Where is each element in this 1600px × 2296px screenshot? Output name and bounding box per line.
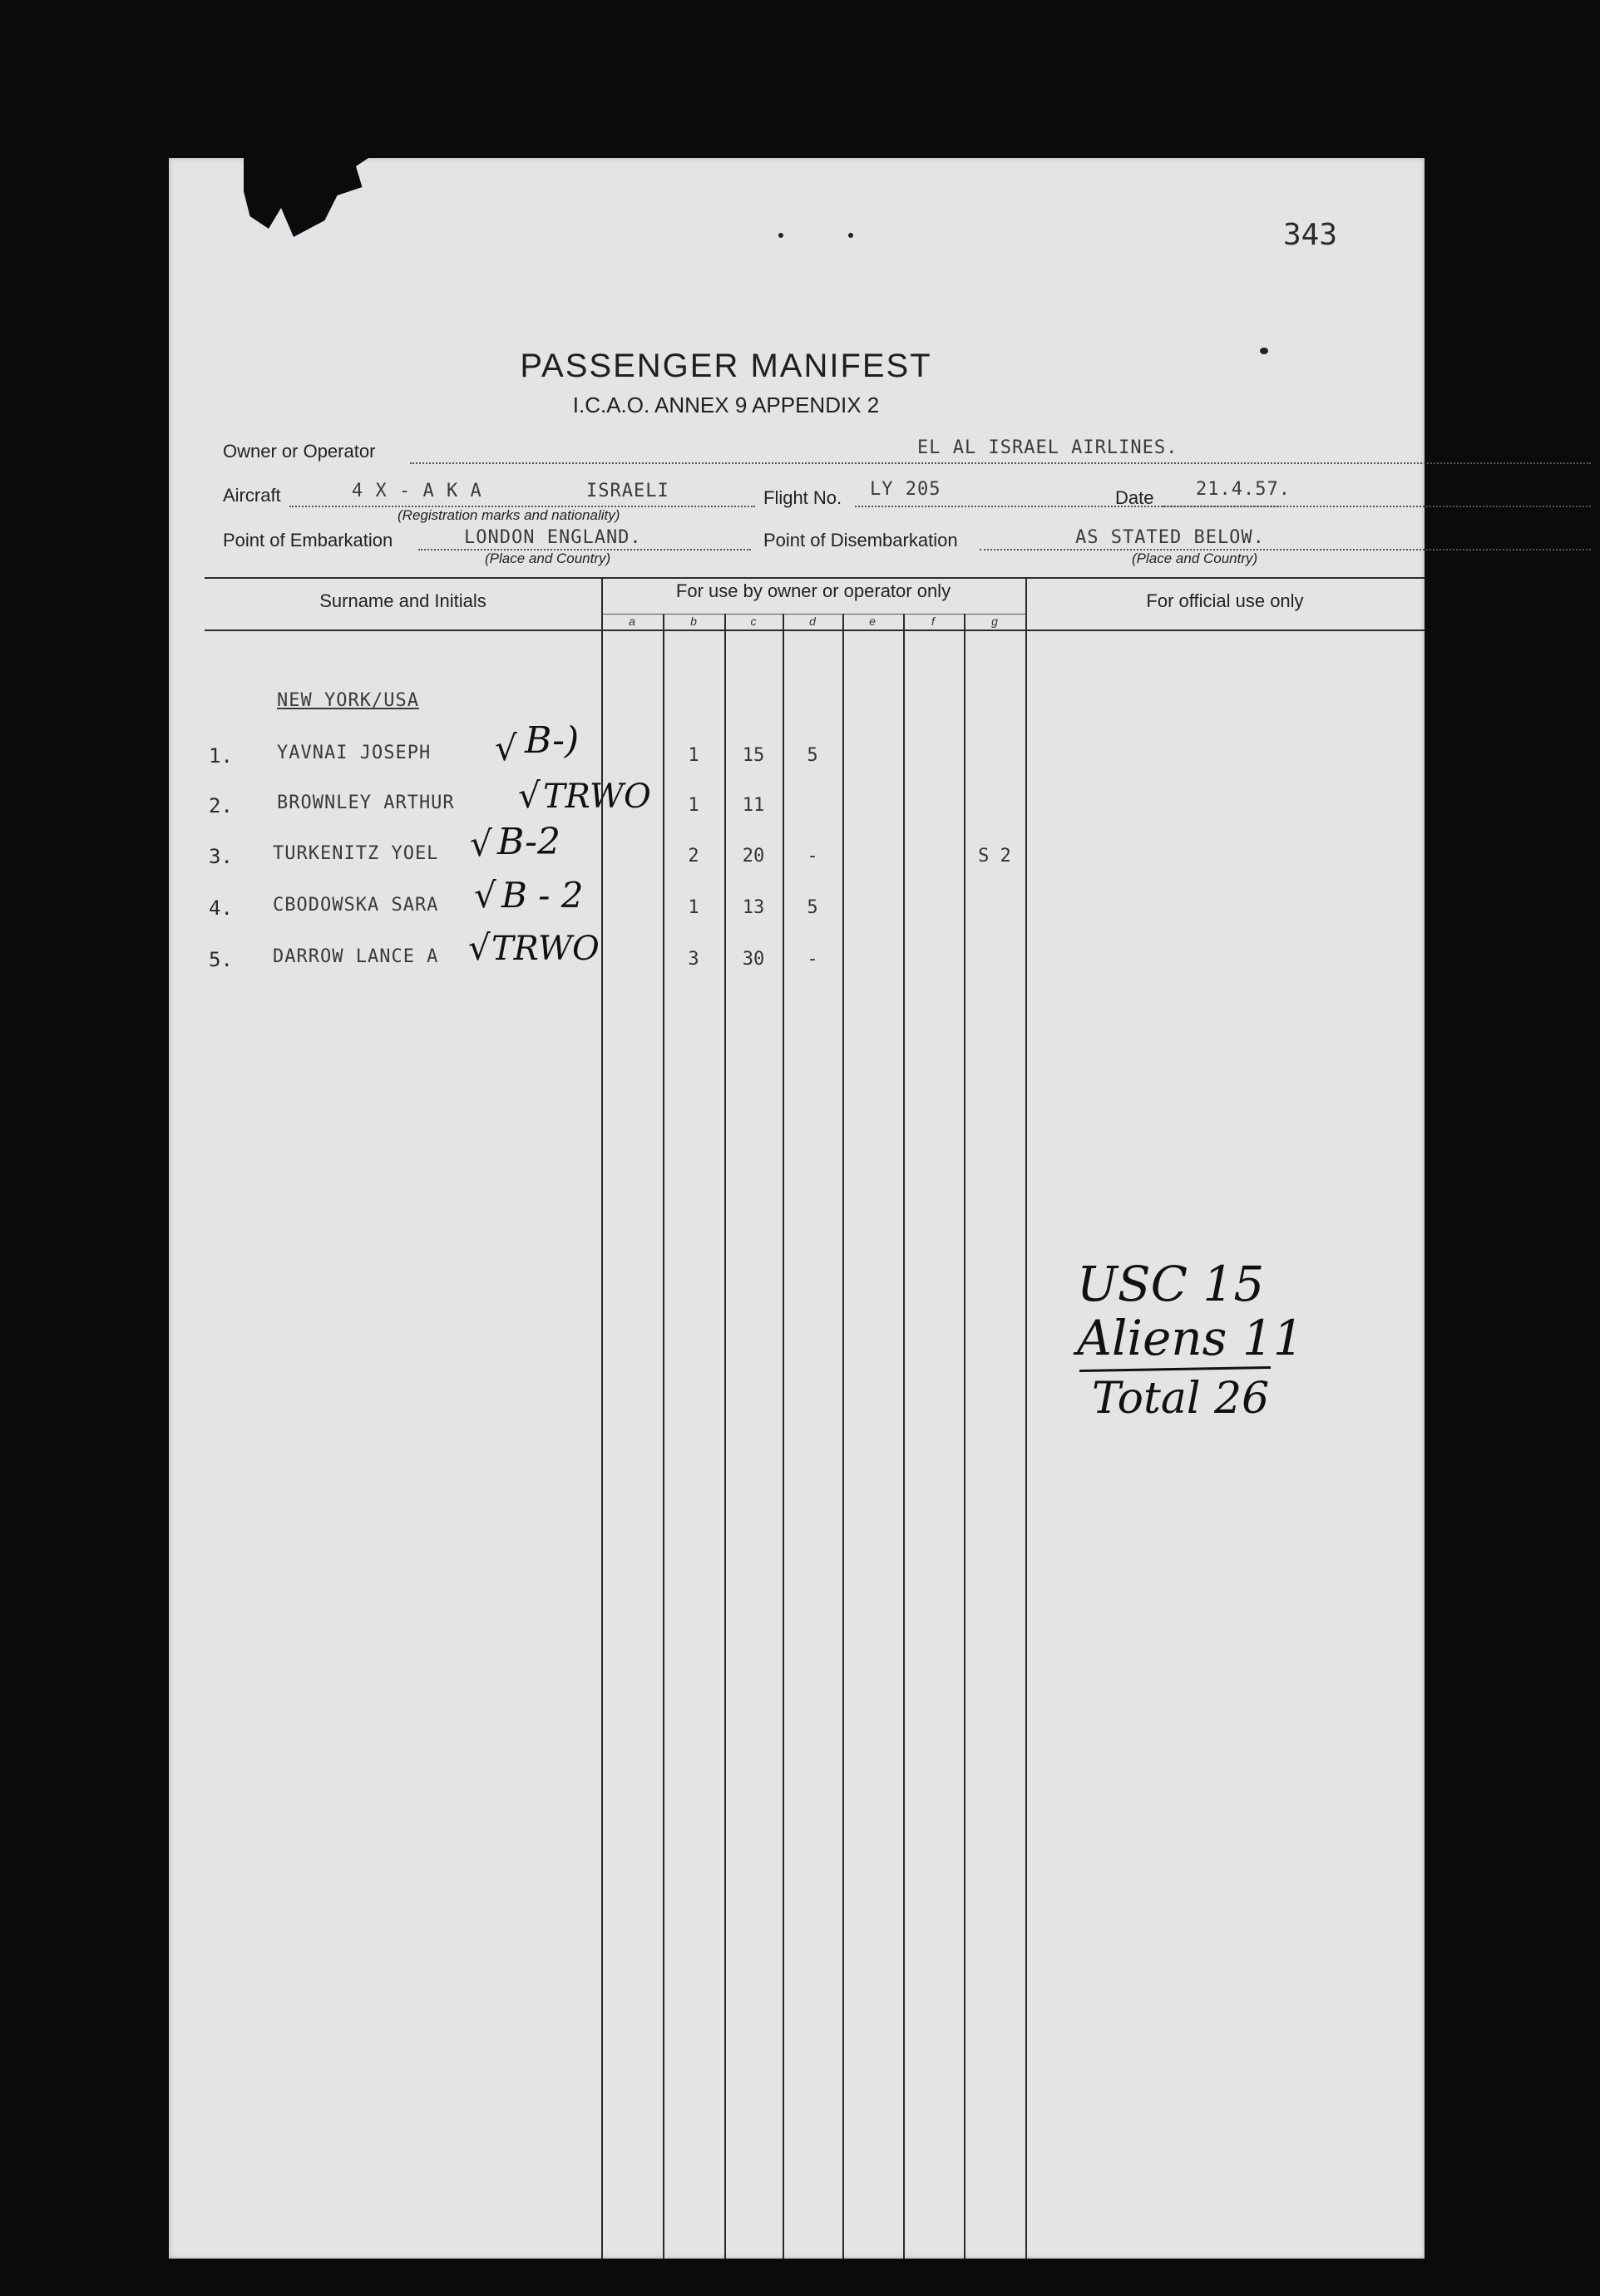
sub-column-b: b <box>690 615 697 628</box>
table-header-rule <box>205 630 1425 631</box>
passenger-name: TURKENITZ YOEL <box>273 843 439 864</box>
cell-b: 1 <box>688 897 699 918</box>
sub-column-c: c <box>750 615 757 628</box>
destination-heading: NEW YORK/USA <box>277 690 419 711</box>
disembarkation-note: (Place and Country) <box>1132 551 1258 566</box>
passenger-name: BROWNLEY ARTHUR <box>277 792 455 813</box>
owner-dotted-line <box>410 462 1591 464</box>
cell-b: 3 <box>688 949 699 970</box>
aircraft-registration: 4 X - A K A <box>352 481 482 501</box>
cell-d: 5 <box>807 897 818 918</box>
owner-value: EL AL ISRAEL AIRLINES. <box>917 437 1178 458</box>
date-dotted-line <box>1163 506 1591 507</box>
manifest-subtitle: I.C.A.O. ANNEX 9 APPENDIX 2 <box>572 393 880 417</box>
column-divider <box>903 614 905 2259</box>
speck <box>848 233 853 238</box>
sub-column-g: g <box>991 615 998 628</box>
row-number: 1. <box>209 744 233 768</box>
tally-usc: USC 15 <box>1077 1256 1265 1312</box>
handwritten-mark: B-) <box>525 719 580 762</box>
cell-c: 20 <box>742 846 765 867</box>
row-number: 2. <box>209 794 233 817</box>
owner-use-column-header: For use by owner or operator only <box>675 580 951 601</box>
passenger-name: YAVNAI JOSEPH <box>277 743 432 763</box>
cell-c: 13 <box>742 897 765 918</box>
cell-c: 11 <box>742 795 765 816</box>
row-number: 5. <box>209 948 233 971</box>
check-mark-icon: √ <box>518 775 541 816</box>
flight-value: LY 205 <box>870 479 941 500</box>
manifest-sheet <box>169 158 1425 2259</box>
flight-label: Flight No. <box>763 487 842 508</box>
cell-c: 15 <box>742 745 765 766</box>
cell-b: 1 <box>688 745 699 766</box>
tally-underline <box>1079 1366 1271 1372</box>
aircraft-note: (Registration marks and nationality) <box>398 507 620 523</box>
column-divider <box>663 614 664 2259</box>
row-number: 3. <box>209 845 233 868</box>
aircraft-nationality: ISRAELI <box>586 481 669 501</box>
handwritten-mark: B - 2 <box>501 875 584 916</box>
disembarkation-dotted-line <box>980 549 1591 551</box>
column-divider <box>1025 577 1027 2259</box>
sub-column-a: a <box>629 615 635 628</box>
disembarkation-label: Point of Disembarkation <box>763 530 958 551</box>
cell-b: 1 <box>688 795 699 816</box>
surname-column-header: Surname and Initials <box>319 590 486 611</box>
column-divider <box>601 577 603 2259</box>
column-divider <box>783 614 784 2259</box>
column-divider <box>842 614 844 2259</box>
column-divider <box>964 614 965 2259</box>
check-mark-icon: √ <box>470 823 492 864</box>
page-number: 343 <box>1283 218 1338 252</box>
owner-label: Owner or Operator <box>223 441 376 462</box>
cell-b: 2 <box>688 846 699 867</box>
check-mark-icon: √ <box>468 927 491 968</box>
handwritten-mark: B-2 <box>497 821 561 863</box>
sub-column-f: f <box>931 615 935 628</box>
tally-total: Total 26 <box>1092 1374 1270 1424</box>
tally-aliens: Aliens 11 <box>1077 1310 1304 1366</box>
handwritten-mark: TRWO <box>491 930 600 968</box>
sub-column-e: e <box>869 615 876 628</box>
manifest-title: PASSENGER MANIFEST <box>520 348 932 384</box>
passenger-name: CBODOWSKA SARA <box>273 895 439 916</box>
row-number: 4. <box>209 896 233 920</box>
bleed-through-artifact <box>635 1073 644 1101</box>
cell-d: 5 <box>807 745 818 766</box>
passenger-name: DARROW LANCE A <box>273 946 439 967</box>
cell-d: - <box>807 949 818 970</box>
check-mark-icon: √ <box>474 875 496 916</box>
aircraft-label: Aircraft <box>223 485 281 506</box>
embarkation-value: LONDON ENGLAND. <box>464 527 642 548</box>
date-label: Date <box>1115 487 1154 508</box>
handwritten-mark: TRWO <box>543 778 651 816</box>
check-mark-icon: √ <box>495 728 517 768</box>
embarkation-label: Point of Embarkation <box>223 530 393 551</box>
embarkation-note: (Place and Country) <box>485 551 611 566</box>
torn-corner <box>244 158 368 241</box>
cell-c: 30 <box>742 949 765 970</box>
date-value: 21.4.57. <box>1196 479 1291 500</box>
column-divider <box>724 614 726 2259</box>
speck <box>778 233 783 238</box>
official-use-column-header: For official use only <box>1146 590 1304 611</box>
disembarkation-value: AS STATED BELOW. <box>1075 527 1265 548</box>
sub-column-d: d <box>809 615 816 628</box>
cell-d: - <box>807 846 818 867</box>
cell-g: S 2 <box>978 846 1011 867</box>
table-top-rule <box>205 577 1425 579</box>
